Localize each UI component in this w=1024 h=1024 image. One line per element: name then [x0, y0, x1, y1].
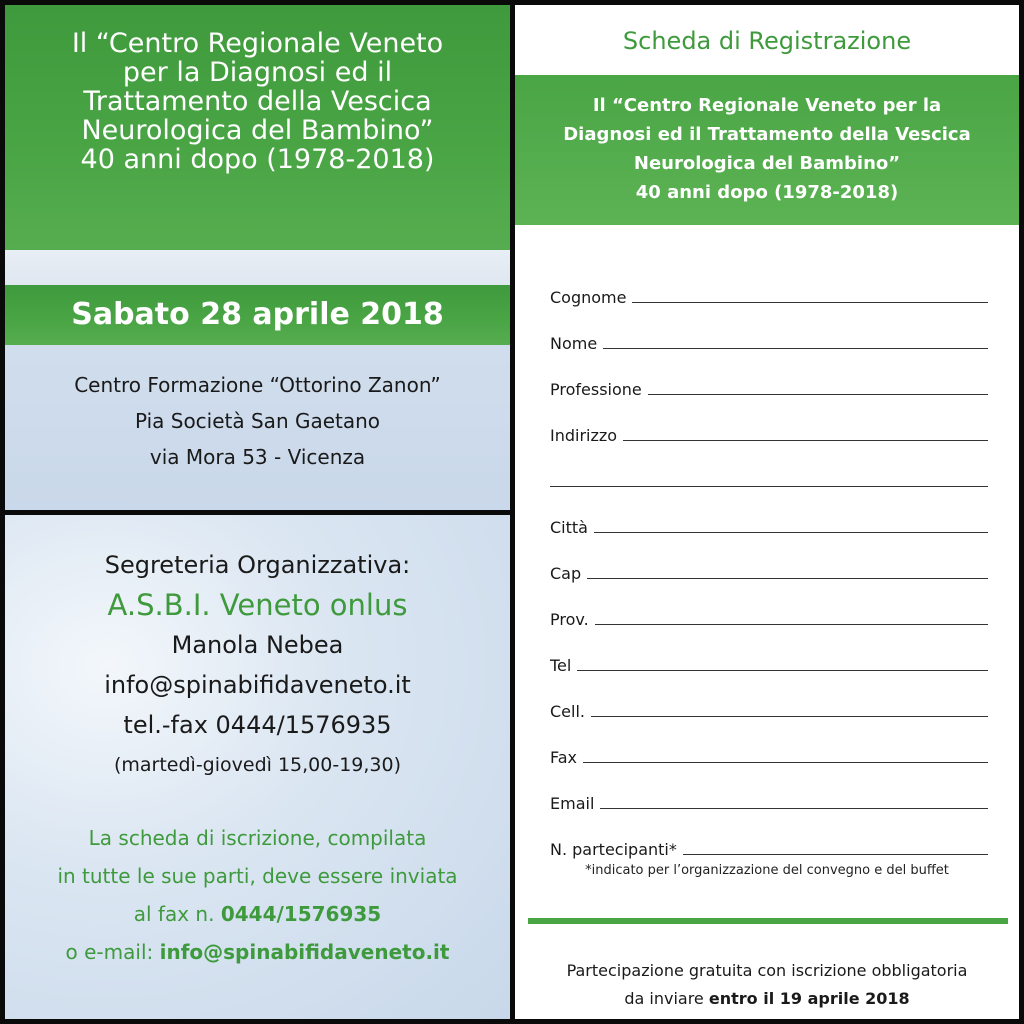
- field-input-line[interactable]: [648, 394, 988, 395]
- band-line: Il “Centro Regionale Veneto per la: [592, 95, 942, 116]
- field-input-line[interactable]: [623, 440, 988, 441]
- footer-line: Partecipazione gratuita con iscrizione obbligatoria: [566, 961, 968, 980]
- form-field-indirizzo[interactable]: [550, 399, 988, 445]
- field-label: Cap: [550, 564, 582, 583]
- instructions-line: in tutte le sue parti, deve essere inviata: [57, 864, 458, 888]
- organization-name: A.S.B.I. Veneto onlus: [107, 588, 408, 622]
- field-input-line[interactable]: [591, 716, 988, 717]
- event-info-panel: [5, 5, 510, 510]
- field-label: Cognome: [550, 288, 627, 307]
- field-label: Email: [550, 794, 595, 813]
- contact-email[interactable]: info@spinabifidaveneto.it: [104, 671, 411, 699]
- green-divider: [528, 918, 1008, 924]
- field-label: Cell.: [550, 702, 585, 721]
- field-input-line[interactable]: [587, 578, 988, 579]
- band-line: Diagnosi ed il Trattamento della Vescica: [563, 124, 971, 145]
- form-field-fax[interactable]: [550, 721, 988, 767]
- venue-line: Centro Formazione “Ottorino Zanon”: [74, 373, 441, 397]
- title-line: Neurologica del Bambino”: [81, 115, 434, 146]
- venue-line: via Mora 53 - Vicenza: [149, 445, 366, 469]
- field-input-line[interactable]: [632, 302, 988, 303]
- form-field-prov[interactable]: [550, 583, 988, 629]
- band-line: Neurologica del Bambino”: [633, 153, 901, 174]
- footnote: *indicato per l’organizzazione del convegno e del buffet: [585, 863, 949, 878]
- form-field-n-partecipanti[interactable]: [550, 813, 988, 859]
- registration-fields: [550, 261, 988, 859]
- secretariat-heading: Segreteria Organizzativa:: [104, 551, 411, 579]
- contact-name: Manola Nebea: [171, 631, 344, 659]
- fax-line: [5, 895, 510, 933]
- instructions-line: La scheda di iscrizione, compilata: [88, 826, 427, 850]
- event-date: Sabato 28 aprile 2018: [5, 285, 510, 345]
- sky-strip: [5, 250, 510, 285]
- title-line: Trattamento della Vescica: [83, 86, 432, 117]
- form-field-cognome[interactable]: [550, 261, 988, 307]
- field-input-line[interactable]: [577, 670, 988, 671]
- field-label: Fax: [550, 748, 578, 767]
- field-input-line[interactable]: [583, 762, 988, 763]
- fax-prefix: al fax n.: [133, 902, 221, 926]
- registration-footer: [515, 957, 1019, 1013]
- field-label: Indirizzo: [550, 426, 618, 445]
- event-title: [5, 5, 510, 250]
- title-line: per la Diagnosi ed il: [122, 57, 393, 88]
- form-event-title: [515, 75, 1019, 225]
- field-input-line[interactable]: [683, 854, 988, 855]
- field-label: Tel: [550, 656, 572, 675]
- deadline: entro il 19 aprile 2018: [708, 989, 910, 1008]
- form-field-email[interactable]: [550, 767, 988, 813]
- field-label: N. partecipanti*: [550, 840, 677, 859]
- band-line: 40 anni dopo (1978-2018): [635, 182, 899, 203]
- footer-prefix: da inviare: [624, 989, 709, 1008]
- field-label: Nome: [550, 334, 598, 353]
- field-input-line[interactable]: [603, 348, 988, 349]
- field-input-line[interactable]: [595, 624, 988, 625]
- field-label: Città: [550, 518, 588, 537]
- field-label: Professione: [550, 380, 642, 399]
- form-field-cell[interactable]: [550, 675, 988, 721]
- form-field-cap[interactable]: [550, 537, 988, 583]
- registration-form-panel: [515, 5, 1019, 1019]
- form-field-tel[interactable]: [550, 629, 988, 675]
- form-field-address-continued[interactable]: [550, 445, 988, 491]
- form-field-città[interactable]: [550, 491, 988, 537]
- email-prefix: o e-mail:: [65, 940, 160, 964]
- field-label: Prov.: [550, 610, 589, 629]
- email-line: [5, 933, 510, 971]
- title-line: Il “Centro Regionale Veneto: [71, 28, 444, 59]
- field-input-line[interactable]: [594, 532, 988, 533]
- title-line: 40 anni dopo (1978-2018): [80, 144, 435, 175]
- office-hours: (martedì-giovedì 15,00-19,30): [113, 754, 402, 776]
- venue: [5, 367, 510, 475]
- field-input-line[interactable]: [550, 486, 988, 487]
- fax-number: 0444/1576935: [220, 902, 382, 926]
- field-input-line[interactable]: [600, 808, 988, 809]
- contact-phone: tel.-fax 0444/1576935: [123, 711, 392, 739]
- form-title: Scheda di Registrazione: [622, 27, 912, 55]
- venue-line: Pia Società San Gaetano: [134, 409, 381, 433]
- secretariat-panel: [5, 515, 510, 1019]
- footer-line: [515, 985, 1019, 1013]
- email-address[interactable]: info@spinabifidaveneto.it: [159, 940, 450, 964]
- form-field-professione[interactable]: [550, 353, 988, 399]
- form-field-nome[interactable]: [550, 307, 988, 353]
